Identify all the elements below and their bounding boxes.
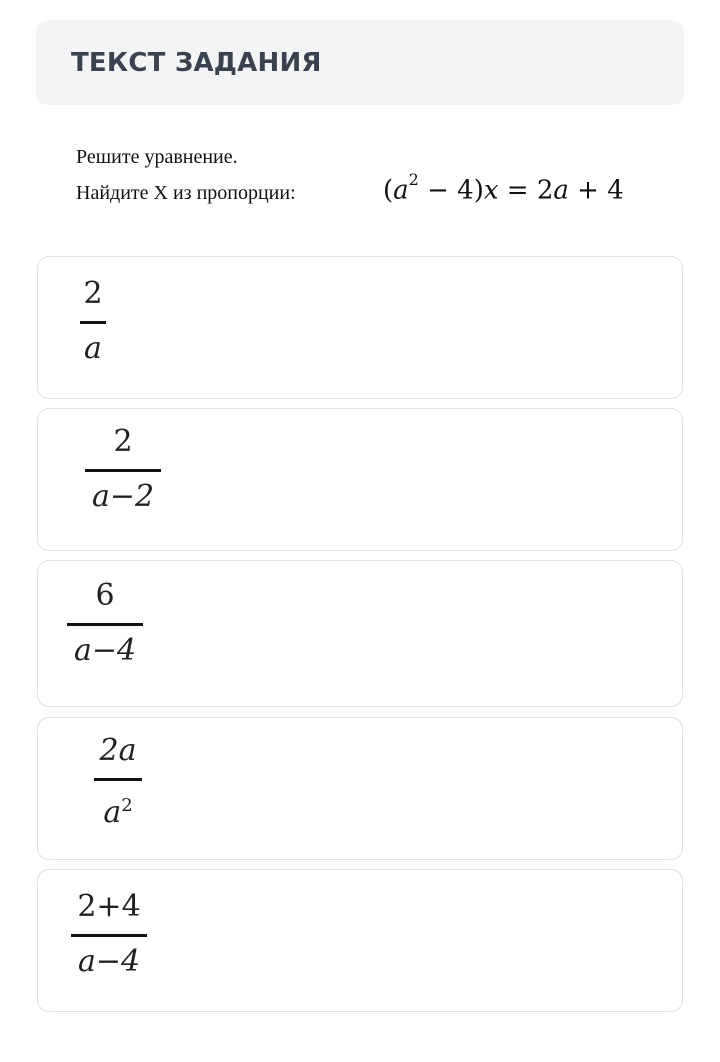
fraction-denominator: a bbox=[84, 331, 102, 366]
answer-option-2[interactable] bbox=[37, 408, 683, 551]
fraction-numerator: 2 bbox=[83, 276, 103, 311]
header-title: ТЕКСТ ЗАДАНИЯ bbox=[71, 47, 322, 78]
answer-option-3[interactable] bbox=[37, 560, 683, 707]
eq-middle: − 4) bbox=[418, 175, 484, 206]
question-instruction: Решите уравнение. bbox=[76, 146, 238, 168]
fraction-denominator: a−2 bbox=[91, 479, 155, 514]
fraction-numerator: 2 bbox=[113, 424, 133, 459]
denominator-exponent: 2 bbox=[121, 795, 133, 816]
question-equation bbox=[383, 170, 624, 206]
fraction-bar bbox=[85, 469, 161, 472]
task-header bbox=[36, 20, 684, 105]
fraction-denominator bbox=[103, 789, 132, 830]
fraction-4 bbox=[94, 734, 142, 830]
fraction-denominator: a−4 bbox=[77, 944, 141, 979]
fraction-3 bbox=[67, 579, 143, 668]
eq-rhs-prefix: = 2 bbox=[498, 175, 554, 206]
fraction-denominator: a−4 bbox=[73, 633, 137, 668]
fraction-numerator: 2a bbox=[99, 733, 137, 768]
eq-var-a-rhs: a bbox=[553, 175, 569, 206]
fraction-1 bbox=[80, 277, 106, 366]
question-block bbox=[76, 146, 656, 226]
answer-option-5[interactable] bbox=[37, 869, 683, 1012]
eq-exponent: 2 bbox=[408, 170, 419, 189]
fraction-numerator: 6 bbox=[95, 578, 115, 613]
fraction-5 bbox=[71, 890, 147, 979]
question-prompt: Найдите X из пропорции: bbox=[76, 182, 296, 204]
fraction-bar bbox=[67, 623, 143, 626]
fraction-bar bbox=[94, 778, 142, 781]
fraction-bar bbox=[80, 321, 106, 324]
eq-open-paren: ( bbox=[383, 175, 394, 206]
fraction-numerator: 2+4 bbox=[77, 889, 141, 924]
eq-var-a: a bbox=[393, 175, 409, 206]
answer-option-4[interactable] bbox=[37, 717, 683, 860]
eq-var-x: x bbox=[483, 175, 499, 206]
fraction-bar bbox=[71, 934, 147, 937]
answer-option-1[interactable] bbox=[37, 256, 683, 399]
eq-rhs-suffix: + 4 bbox=[568, 175, 624, 206]
fraction-2 bbox=[85, 425, 161, 514]
denominator-base: a bbox=[103, 795, 122, 830]
